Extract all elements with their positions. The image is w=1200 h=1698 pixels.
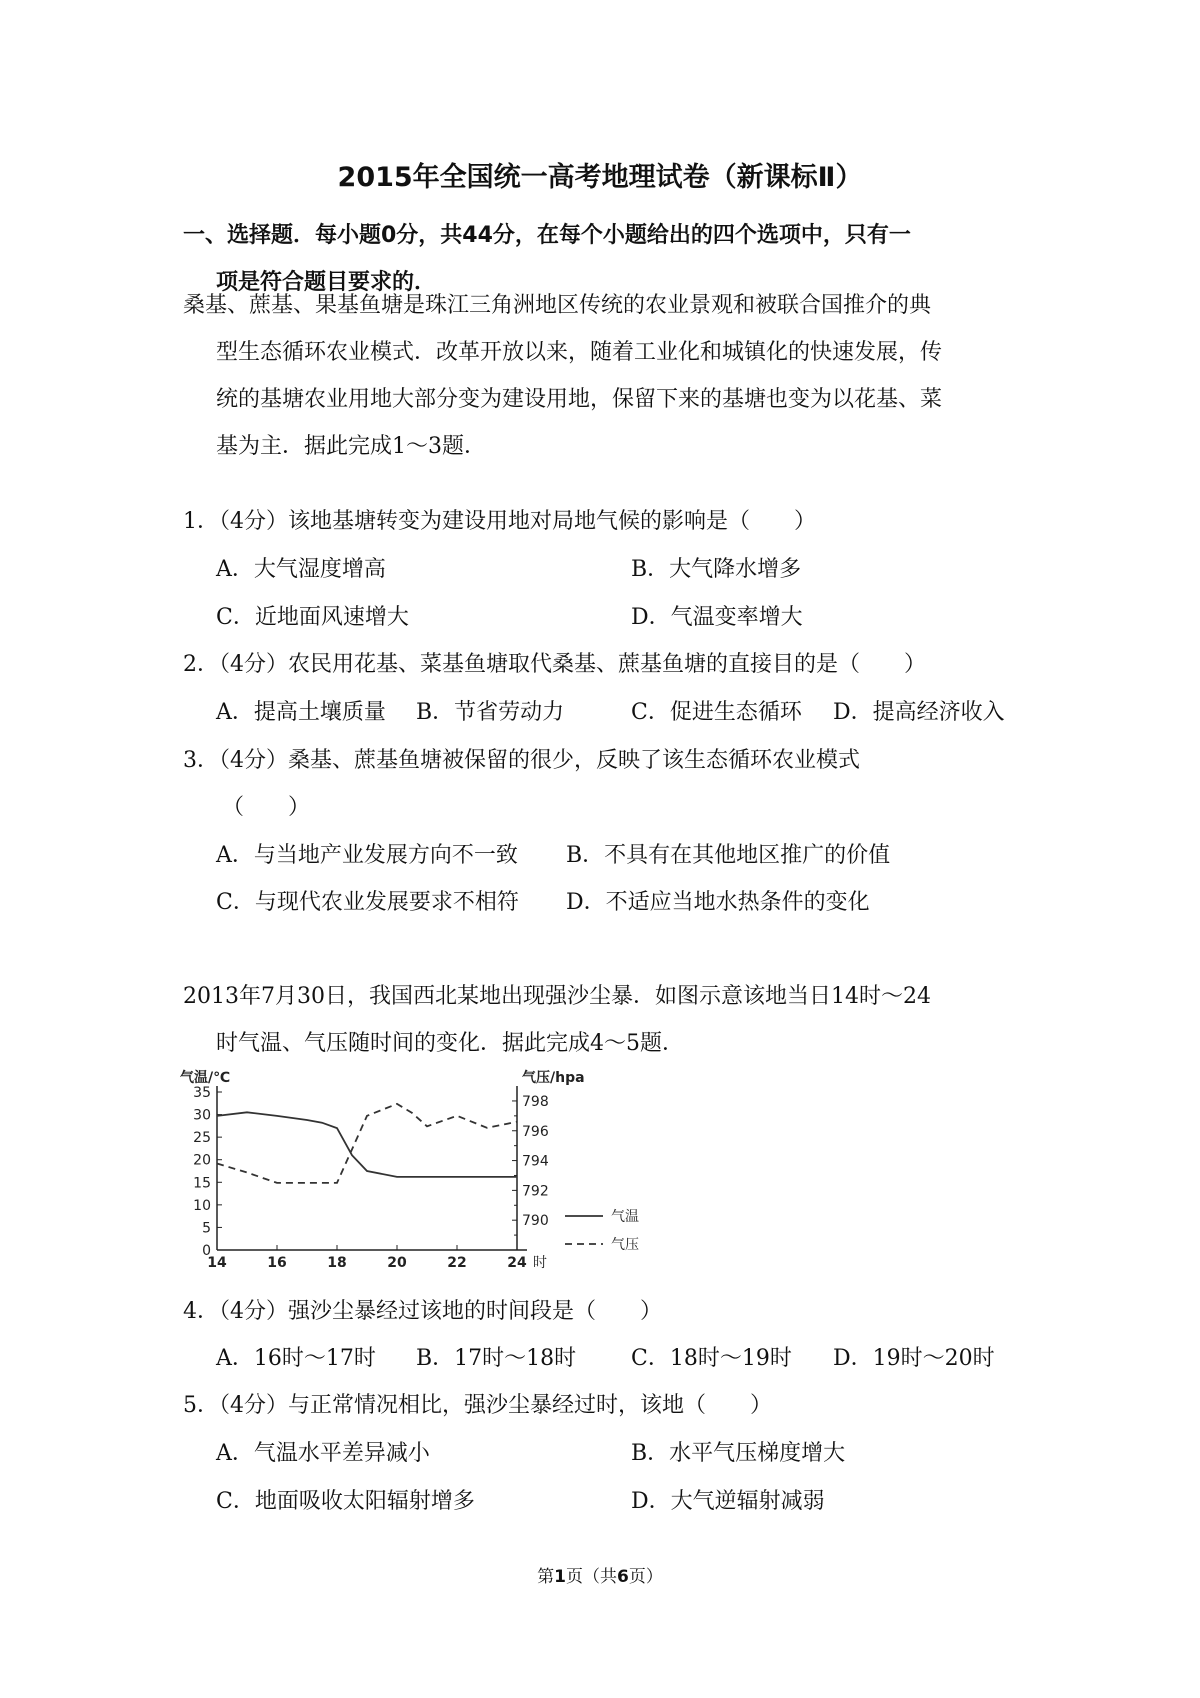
question-3-option-c[interactable]: C．与现代农业发展要求不相符 <box>216 890 519 915</box>
question-4-option-d[interactable]: D．19时～20时 <box>833 1346 995 1371</box>
question-3-option-a[interactable]: A．与当地产业发展方向不一致 <box>216 843 518 868</box>
question-1-option-b[interactable]: B．大气降水增多 <box>631 557 802 582</box>
x-tick-label: 14 <box>207 1255 227 1271</box>
x-tick-label: 16 <box>267 1255 287 1271</box>
x-tick-label: 18 <box>327 1255 347 1271</box>
question-3-stem-line1: 3．（4分）桑基、蔗基鱼塘被保留的很少，反映了该生态循环农业模式 <box>183 748 860 773</box>
legend-label-temperature: 气温 <box>611 1209 639 1225</box>
passage-1-line1: 桑基、蔗基、果基鱼塘是珠江三角洲地区传统的农业景观和被联合国推介的典 <box>183 293 932 318</box>
footer-suffix: 页） <box>628 1567 663 1587</box>
question-1-stem: 1．（4分）该地基塘转变为建设用地对局地气候的影响是（ ） <box>183 509 816 534</box>
section-heading-line1: 一、选择题．每小题0分，共44分，在每个小题给出的四个选项中，只有一 <box>183 223 911 248</box>
question-1-option-a[interactable]: A．大气湿度增高 <box>216 557 386 582</box>
passage-1-line4: 基为主．据此完成1～3题． <box>216 434 486 459</box>
right-axis-title: 气压/hpa <box>522 1070 585 1086</box>
question-2-stem: 2．（4分）农民用花基、菜基鱼塘取代桑基、蔗基鱼塘的直接目的是（ ） <box>183 652 926 677</box>
right-tick-label: 798 <box>522 1093 549 1110</box>
left-tick-label: 5 <box>202 1220 211 1237</box>
left-tick-label: 0 <box>202 1243 211 1259</box>
x-tick-label: 20 <box>387 1255 407 1271</box>
question-5-option-b[interactable]: B．水平气压梯度增大 <box>631 1441 846 1466</box>
x-axis-title: 时 <box>533 1255 547 1271</box>
legend-label-pressure: 气压 <box>611 1237 639 1253</box>
right-tick-label: 794 <box>522 1153 549 1170</box>
question-1-option-c[interactable]: C．近地面风速增大 <box>216 605 409 630</box>
question-2-option-d[interactable]: D．提高经济收入 <box>833 700 1005 725</box>
left-tick-label: 30 <box>193 1107 211 1124</box>
passage-1-line2: 型生态循环农业模式．改革开放以来，随着工业化和城镇化的快速发展，传 <box>216 340 943 365</box>
temperature-pressure-chart <box>180 1062 700 1286</box>
question-3-stem-line2: （ ） <box>222 795 311 820</box>
passage-2-line1: 2013年7月30日，我国西北某地出现强沙尘暴．如图示意该地当日14时～24 <box>183 984 931 1009</box>
question-5-option-d[interactable]: D．大气逆辐射减弱 <box>631 1489 825 1514</box>
question-5-stem: 5．（4分）与正常情况相比，强沙尘暴经过时，该地（ ） <box>183 1393 772 1418</box>
right-tick-label: 790 <box>522 1213 549 1230</box>
question-2-option-b[interactable]: B．节省劳动力 <box>416 700 565 725</box>
left-tick-label: 35 <box>193 1085 211 1101</box>
section-heading-line2: 项是符合题目要求的． <box>216 270 437 295</box>
question-1-option-d[interactable]: D．气温变率增大 <box>631 605 803 630</box>
passage-1 <box>183 282 1023 470</box>
passage-1-line3: 统的基塘农业用地大部分变为建设用地，保留下来的基塘也变为以花基、菜 <box>216 387 943 412</box>
footer-middle: 页（共 <box>566 1567 617 1587</box>
left-tick-label: 10 <box>193 1197 211 1214</box>
question-2-option-c[interactable]: C．促进生态循环 <box>631 700 802 725</box>
right-tick-label: 796 <box>522 1123 549 1140</box>
passage-2 <box>183 973 1023 1067</box>
question-5-option-c[interactable]: C．地面吸收太阳辐射增多 <box>216 1489 475 1514</box>
question-2-option-a[interactable]: A．提高土壤质量 <box>216 700 386 725</box>
question-4-option-c[interactable]: C．18时～19时 <box>631 1346 792 1371</box>
question-3-option-d[interactable]: D．不适应当地水热条件的变化 <box>566 890 870 915</box>
question-4-option-b[interactable]: B．17时～18时 <box>416 1346 577 1371</box>
footer-total-pages: 6 <box>617 1567 629 1587</box>
right-tick-label: 792 <box>522 1183 549 1200</box>
page-footer <box>0 1562 1200 1587</box>
left-tick-label: 20 <box>193 1152 211 1169</box>
page-title: 2015年全国统一高考地理试卷（新课标Ⅱ） <box>337 162 863 193</box>
question-3-option-b[interactable]: B．不具有在其他地区推广的价值 <box>566 843 891 868</box>
question-5-option-a[interactable]: A．气温水平差异减小 <box>216 1441 430 1466</box>
left-tick-label: 15 <box>193 1175 211 1192</box>
question-4-option-a[interactable]: A．16时～17时 <box>216 1346 376 1371</box>
question-4-stem: 4．（4分）强沙尘暴经过该地的时间段是（ ） <box>183 1299 662 1324</box>
left-axis-title: 气温/℃ <box>180 1070 231 1086</box>
passage-2-line2: 时气温、气压随时间的变化．据此完成4～5题． <box>216 1031 684 1056</box>
x-tick-label: 22 <box>447 1255 467 1271</box>
footer-page-number: 1 <box>554 1567 566 1587</box>
x-tick-label: 24 <box>507 1255 527 1271</box>
footer-prefix: 第 <box>537 1567 555 1587</box>
left-tick-label: 25 <box>193 1130 211 1147</box>
chart-svg <box>180 1062 700 1282</box>
